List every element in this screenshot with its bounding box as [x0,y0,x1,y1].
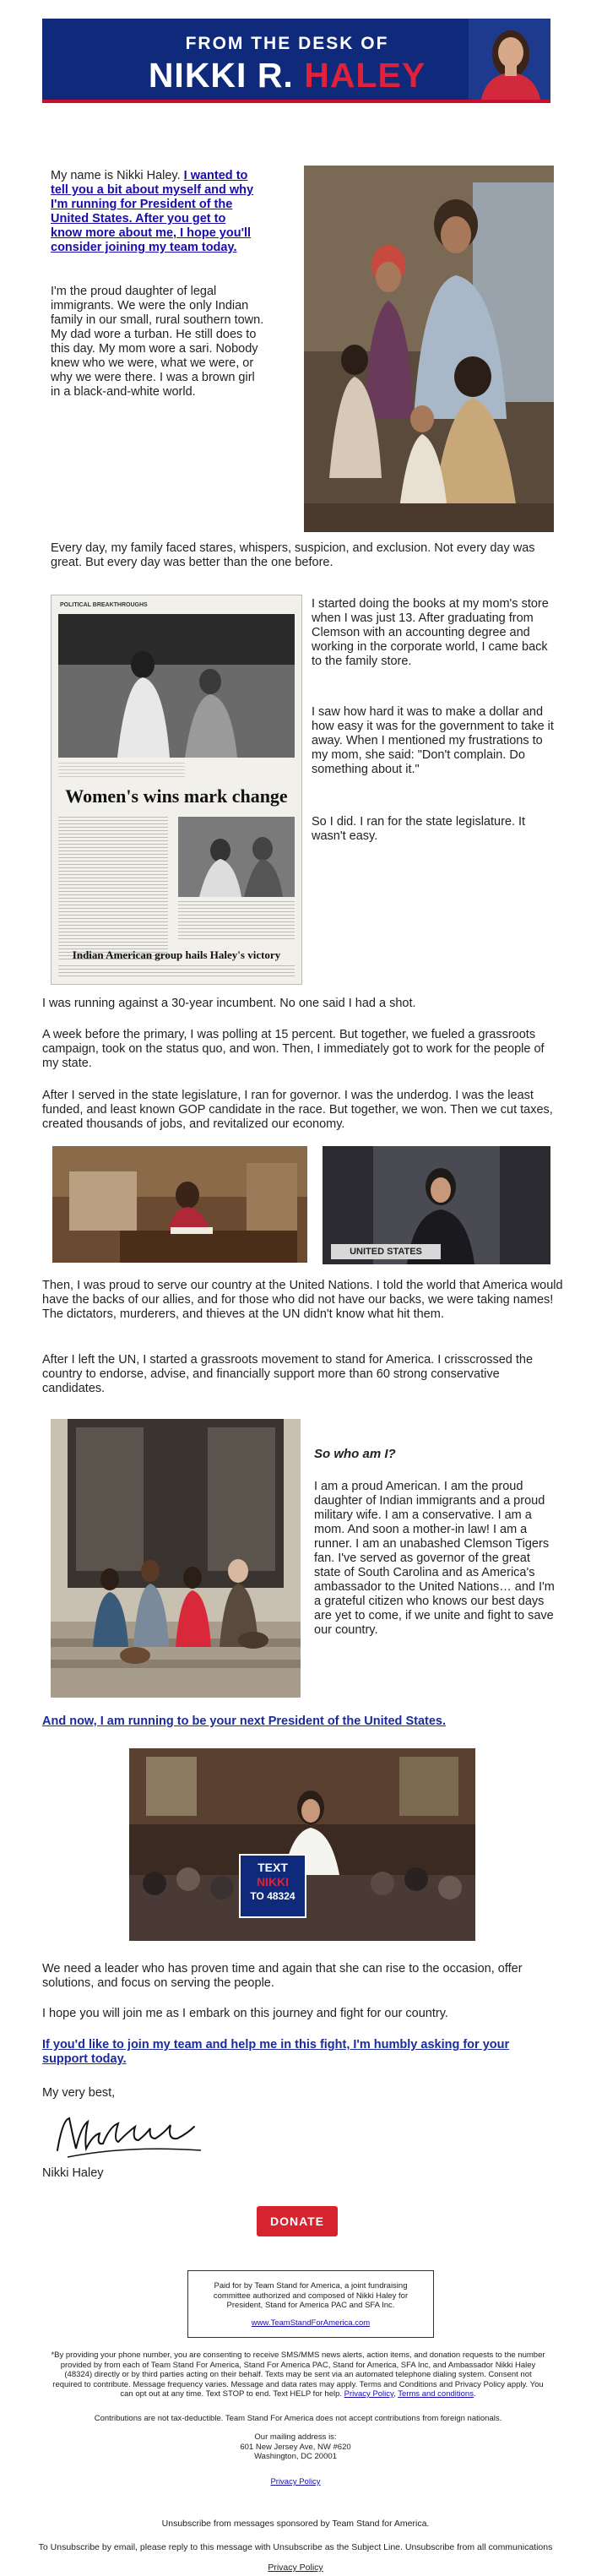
stares-paragraph: Every day, my family faced stares, whispers, suspicion, and exclusion. Not every day was great. But every day was better than the one before. [51,541,535,569]
hope-paragraph: I hope you will join me as I embark on this journey and fight for our country. [42,2007,448,2020]
paid-for-text: Paid for by Team Stand for America, a joint fundraising committee authorized and composed of Nikki Haley for President, Stand for America PAC and SFA Inc. [213,2281,409,2310]
daughter-paragraph: I'm the proud daughter of legal immigrants. We were the only Indian family in our small, rural southern town. My dad wore a turban. He still does to this day. My mom wore a sari. Nobody knew who we were, what we were, or why we were there. I was a brown girl in a black-and-white world. [51,285,264,399]
dollar-paragraph: I saw how hard it was to make a dollar and how easy it was for the government to take it away. When I mentioned my frustrations to my mom, she said: "Don't complain. Do something about it." [312,705,554,776]
header-name-first: NIKKI R. [148,56,294,95]
footer-privacy-link[interactable]: Privacy Policy [268,2562,323,2573]
incumbent-paragraph: I was running against a 30-year incumbent. No one said I had a shot. [42,997,416,1010]
family-photo [304,166,554,532]
tax-note: Contributions are not tax-deductible. Team Stand For America does not accept contributions from foreign nationals. [94,2414,502,2423]
unsubscribe-sponsor-link[interactable]: Unsubscribe from messages sponsored by Team Stand for America. [161,2519,430,2529]
newspaper-column-1 [58,817,168,960]
header-banner [42,19,550,103]
newspaper-headline: Women's wins mark change [65,785,288,807]
newspaper-kicker: POLITICAL BREAKTHROUGHS [60,602,148,608]
site-link[interactable]: www.TeamStandForAmerica.com [251,2318,371,2328]
rally-sign-line1: TEXT [258,1861,288,1874]
un-nameplate: UNITED STATES [331,1244,441,1259]
header-line1: FROM THE DESK OF [185,34,389,53]
legal-terms-link[interactable]: Terms and conditions [398,2389,474,2399]
address-block [169,2432,422,2462]
newspaper-photo-2 [178,817,295,897]
intro-paragraph [51,169,258,255]
books-paragraph: I started doing the books at my mom's store when I was just 13. After graduating from Clemson with an accounting degree and working in the corporate world, I came back to the family store. [312,597,549,668]
family-porch-photo [51,1419,301,1698]
signature-name: Nikki Haley [42,2166,104,2180]
donate-button[interactable]: DONATE [257,2206,338,2236]
leader-paragraph: We need a leader who has proven time and again that she can rise to the occasion, offer solutions, and focus on serving the people. [42,1962,523,1990]
header-name-last: HALEY [304,56,426,95]
governor-desk-photo [52,1146,307,1263]
closing-line: My very best, [42,2086,116,2100]
newspaper-photo [58,614,295,758]
signature-image [51,2110,211,2162]
legal-body: *By providing your phone number, you are consenting to receive SMS/MMS news alerts, action items, and donation requests to the number provided by from each of Team Stand For America, Stand For America PAC, Stand for America, SFA Inc, and Ambassador Nikki Haley (48324) directly or by third parties acting on their behalf. Texts may be sent via an automated telephone dialing system. Consent not required to contribute. Message frequency varies. Message and data rates may apply. Terms and Conditions and Privacy Policy apply. You can opt out at any time. Text STOP to end. Text HELP for help. [51,2350,545,2399]
governor-paragraph: After I served in the state legislature, I ran for governor. I was the underdog. I was the least funded, and least known GOP candidate in the race. But together, we won. Then we cut taxes, created thousands of jobs, and revitalized our economy. [42,1089,553,1131]
newspaper-caption [58,763,185,780]
address-label: Our mailing address is: [254,2432,337,2442]
intro-plain: My name is Nikki Haley. [51,169,181,182]
newspaper-column-2 [178,901,295,940]
after-un-paragraph: After I left the UN, I started a grassroots movement to stand for America. I crisscrossed the country to endorse, advise, and financially support more than 60 strong conservative candidates. [42,1353,534,1395]
un-paragraph: Then, I was proud to serve our country at the United Nations. I told the world that America would have the backs of our allies, and for those who did not have our backs, we were taking names! The dictators, murderers, and thieves at the UN didn't know what hit them. [42,1279,563,1321]
newspaper-subhead: Indian American group hails Haley's victory [72,948,281,961]
rally-photo [129,1748,475,1941]
address-line2: Washington, DC 20001 [254,2452,337,2461]
ran-paragraph: So I did. I ran for the state legislature. It wasn't easy. [312,815,526,843]
unsubscribe-all-link[interactable]: To Unsubscribe by email, please reply to this message with Unsubscribe as the Subject Line. Unsubscribe from all communications [38,2542,553,2552]
rally-sign-line2: NIKKI [256,1875,290,1889]
newspaper-clipping [51,595,302,985]
rally-sign [239,1854,306,1918]
running-link[interactable]: And now, I am running to be your next President of the United States. [42,1715,446,1728]
header-name [76,56,498,95]
who-paragraph: I am a proud American. I am the proud daughter of Indian immigrants and a proud military wife. I am a conservative. I am a mom. And soon a mother-in law! I am a runner. I am an unabashed Clemson Tigers fan. I've served as governor of the great state of South Carolina and as America's ambassador to the United Nations… and I'm a grateful citizen who knows our best days are yet to come, if we unite and fight to save our country. [314,1480,555,1637]
header-stripe [42,100,550,103]
paid-for-box [187,2270,434,2338]
address-line1: 601 New Jersey Ave, NW #620 [240,2442,351,2452]
support-link[interactable]: If you'd like to join my team and help me in this fight, I'm humbly asking for your support today. [42,2038,510,2066]
intro-link[interactable]: I wanted to tell you a bit about myself and why I'm running for President of the United States. After you get to know more about me, I hope you'll consider joining my team today. [51,169,254,254]
newspaper-footer-text [58,965,295,979]
legal-text: *By providing your phone number, you are consenting to receive SMS/MMS news alerts, action items, and donation requests to the number provided by from each of Team Stand For America, Stand For America PAC, Stand for America, SFA Inc, and Ambassador Nikki Haley (48324) directly or by third parties acting on their behalf. Texts may be sent via an automated telephone dialing system. Consent not required to contribute. Message frequency varies. Message and data rates may apply. Terms and Conditions and Privacy Policy apply. You can opt out at any time. Text STOP to end. Text HELP for help. Privacy Policy, Terms and conditions. [51,2350,545,2399]
rally-sign-line3: TO 48324 [250,1890,296,1902]
legal-privacy-link[interactable]: Privacy Policy [344,2389,394,2399]
privacy-link[interactable]: Privacy Policy [270,2477,321,2486]
primary-paragraph: A week before the primary, I was polling at 15 percent. But together, we fueled a grassroots campaign, took on the status quo, and won. Then, I immediately got to work for the people of my state. [42,1028,545,1070]
portrait-photo [469,19,550,103]
un-photo [323,1146,550,1264]
who-heading: So who am I? [314,1447,396,1461]
